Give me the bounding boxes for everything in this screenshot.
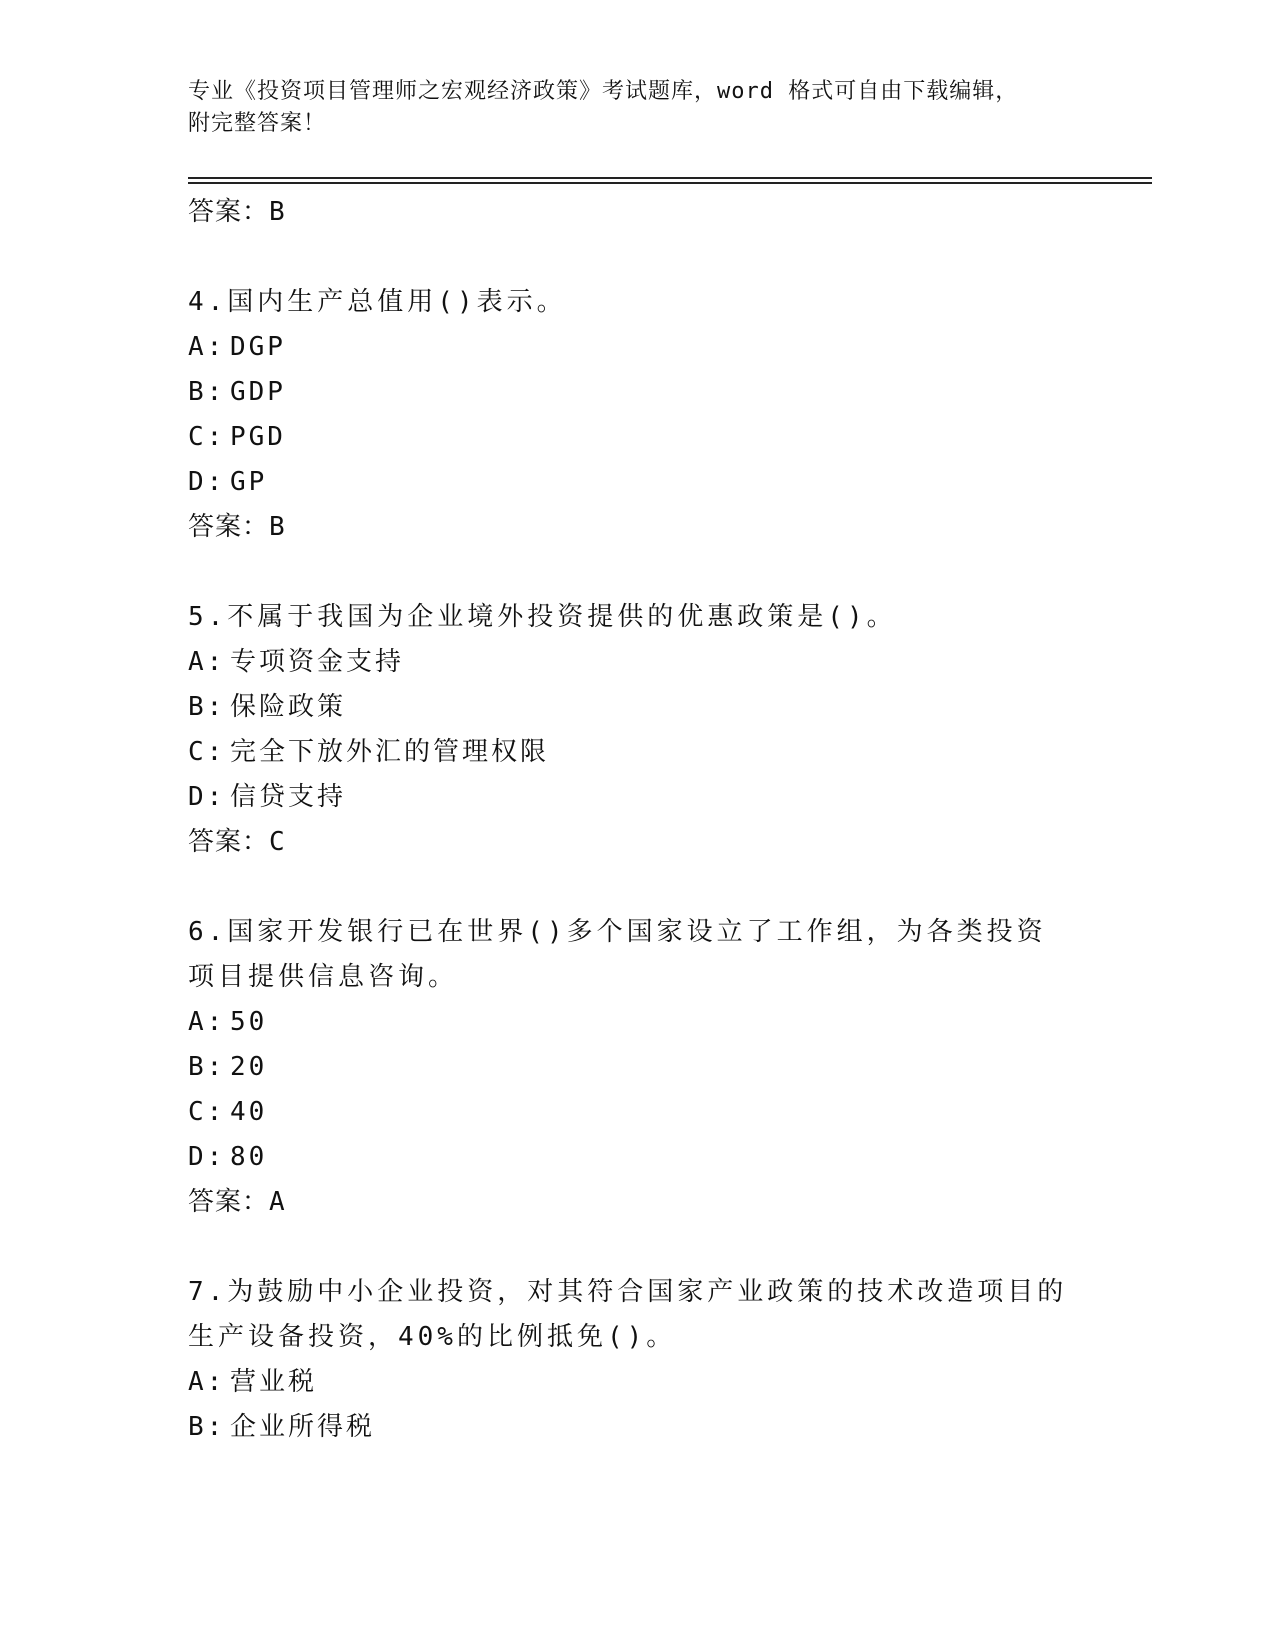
question-stem: 4.国内生产总值用()表示。	[188, 287, 567, 317]
option-letter: B:	[188, 1412, 226, 1442]
question-item	[188, 1270, 1068, 1450]
option-b	[188, 370, 1068, 415]
option-text: 完全下放外汇的管理权限	[230, 737, 550, 767]
option-text: 专项资金支持	[230, 647, 405, 677]
question-stem: 5.不属于我国为企业境外投资提供的优惠政策是()。	[188, 602, 897, 632]
question-item	[188, 910, 1068, 1224]
answer-line: 答案：B	[188, 197, 286, 227]
option-text: 信贷支持	[230, 782, 347, 812]
answer-line: 答案：B	[188, 512, 286, 542]
option-a	[188, 1360, 1068, 1405]
option-letter: D:	[188, 1142, 226, 1172]
option-letter: D:	[188, 467, 226, 497]
answer-line: 答案：A	[188, 1187, 286, 1217]
answer-line: 答案：C	[188, 827, 286, 857]
option-text: 企业所得税	[230, 1412, 376, 1442]
question-item	[188, 280, 1068, 549]
option-text: DGP	[230, 332, 286, 362]
option-text: 50	[230, 1007, 268, 1037]
option-d	[188, 1135, 1068, 1180]
option-letter: C:	[188, 422, 226, 452]
option-text: 保险政策	[230, 692, 347, 722]
option-a	[188, 325, 1068, 370]
header-line-2: 附完整答案！	[188, 111, 327, 136]
question-list	[188, 190, 1068, 1450]
option-letter: A:	[188, 1367, 226, 1397]
question-item	[188, 595, 1068, 864]
option-letter: A:	[188, 1007, 226, 1037]
option-b	[188, 1405, 1068, 1450]
option-d	[188, 460, 1068, 505]
option-text: PGD	[230, 422, 286, 452]
option-letter: A:	[188, 332, 226, 362]
option-letter: B:	[188, 692, 226, 722]
option-letter: B:	[188, 1052, 226, 1082]
header-divider-bottom	[188, 182, 1152, 184]
option-c	[188, 415, 1068, 460]
option-text: 80	[230, 1142, 268, 1172]
question-stem: 6.国家开发银行已在世界()多个国家设立了工作组，为各类投资项目提供信息咨询。	[188, 917, 1047, 992]
option-text: 40	[230, 1097, 268, 1127]
option-b	[188, 1045, 1068, 1090]
option-c	[188, 1090, 1068, 1135]
option-text: GP	[230, 467, 268, 497]
document-header	[188, 76, 1068, 140]
option-letter: B:	[188, 377, 226, 407]
option-b	[188, 685, 1068, 730]
question-stem: 7.为鼓励中小企业投资，对其符合国家产业政策的技术改造项目的生产设备投资，40%的比例抵免()。	[188, 1277, 1068, 1352]
option-letter: D:	[188, 782, 226, 812]
option-c	[188, 730, 1068, 775]
option-text: GDP	[230, 377, 286, 407]
option-a	[188, 640, 1068, 685]
option-text: 营业税	[230, 1367, 318, 1397]
header-line-1: 专业《投资项目管理师之宏观经济政策》考试题库，word 格式可自由下载编辑，	[188, 79, 1019, 104]
option-letter: C:	[188, 737, 226, 767]
option-letter: C:	[188, 1097, 226, 1127]
option-text: 20	[230, 1052, 268, 1082]
header-divider-top	[188, 177, 1152, 179]
option-a	[188, 1000, 1068, 1045]
option-letter: A:	[188, 647, 226, 677]
option-d	[188, 775, 1068, 820]
